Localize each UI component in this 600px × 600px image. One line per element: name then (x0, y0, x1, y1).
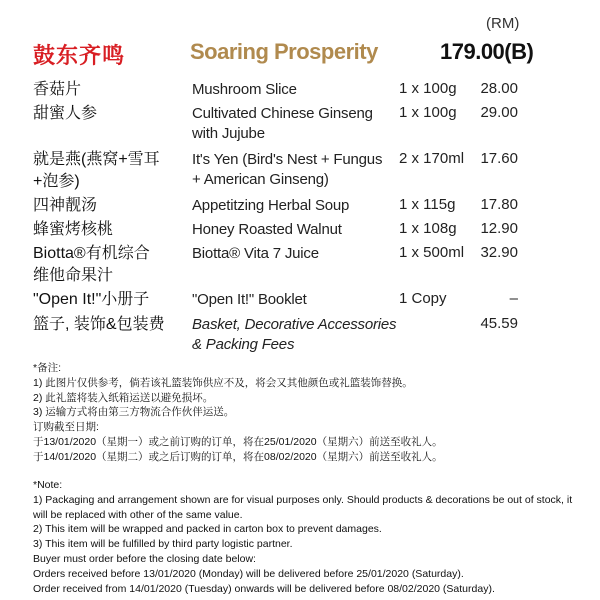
item-quantity: 1 Copy (399, 290, 447, 307)
item-name-chinese: 香菇片 (33, 81, 82, 98)
currency-label: (RM) (486, 15, 520, 32)
item-name-chinese: 篮子, 装饰&包装费 (33, 316, 165, 333)
item-name-english: Basket, Decorative Accessories & Packing Fees (192, 316, 397, 353)
item-amount: 29.00 (480, 104, 518, 121)
item-amount: 28.00 (480, 80, 518, 97)
note-line: Order received from 14/01/2020 (Tuesday) onwards will be delivered before 08/02/2020 (Saturday). (33, 582, 495, 595)
item-amount: 17.80 (480, 196, 518, 213)
item-quantity: 1 x 108g (399, 220, 457, 237)
item-name-english: Mushroom Slice (192, 81, 297, 98)
item-name-english: Appetitzing Herbal Soup (192, 197, 350, 214)
item-name-english: Honey Roasted Walnut (192, 221, 342, 238)
note-line: will be replaced with other of the same value. (33, 508, 243, 521)
product-name-chinese: 鼓东齐鸣 (33, 43, 126, 68)
note-line: 1) Packaging and arrangement shown are for visual purposes only. Should products & decorations be out of stock, it (33, 493, 573, 506)
note-line: 1) 此图片仅供参考，倘若该礼篮装饰供应不及，将会又其他颜色或礼篮装饰替换。 (33, 376, 413, 389)
item-amount: 45.59 (480, 315, 518, 332)
note-line: 订购截至日期: (33, 421, 99, 434)
item-name-chinese: 四神靓汤 (33, 197, 98, 214)
item-quantity: 2 x 170ml (399, 150, 465, 167)
note-line: 2) This item will be wrapped and packed in carton box to prevent damages. (33, 523, 382, 536)
item-name-chinese: Biotta®有机综合 维他命果汁 (33, 245, 150, 284)
item-quantity: 1 x 100g (399, 80, 457, 97)
item-name-english: Biotta® Vita 7 Juice (192, 245, 319, 262)
product-price: 179.00(B) (440, 39, 534, 64)
note-line: 于13/01/2020（星期一）或之前订购的订单，将在25/01/2020（星期六）前送至收礼人。 (33, 435, 443, 448)
item-name-chinese: 蜂蜜烤核桃 (33, 221, 114, 238)
notes-chinese (33, 361, 443, 465)
item-name-chinese: 甜蜜人参 (33, 105, 98, 122)
item-amount: 32.90 (480, 244, 518, 261)
item-amount: 17.60 (480, 150, 518, 167)
item-name-english: Cultivated Chinese Ginseng with Jujube (192, 105, 373, 142)
note-line: Orders received before 13/01/2020 (Monday) will be delivered before 25/01/2020 (Saturday). (33, 567, 464, 580)
product-name-english: Soaring Prosperity (190, 39, 378, 64)
note-line: Buyer must order before the closing date below: (33, 552, 256, 565)
item-name-english: "Open It!" Booklet (192, 291, 307, 308)
note-line: *Note: (33, 479, 63, 491)
item-quantity: 1 x 500ml (399, 244, 465, 261)
item-quantity: 1 x 100g (399, 104, 457, 121)
note-line: 3) This item will be fulfilled by third party logistic partner. (33, 538, 293, 551)
note-line: 2) 此礼篮将装入纸箱运送以避免损坏。 (33, 391, 214, 404)
item-amount: 12.90 (480, 220, 518, 237)
item-quantity: 1 x 115g (399, 196, 456, 213)
notes-english (33, 478, 572, 596)
note-line: *备注: (33, 362, 62, 374)
item-name-chinese: 就是燕(燕窝+雪耳 +泡参) (33, 151, 160, 190)
note-line: 于14/01/2020（星期二）或之后订购的订单，将在08/02/2020（星期六）前送至收礼人。 (33, 450, 443, 463)
note-line: 3) 运输方式将由第三方物流合作伙伴运送。 (33, 406, 235, 419)
item-amount: – (509, 290, 518, 307)
item-name-chinese: "Open It!"小册子 (33, 291, 150, 308)
item-name-english: It's Yen (Bird's Nest + Fungus + American Ginseng) (192, 151, 383, 188)
